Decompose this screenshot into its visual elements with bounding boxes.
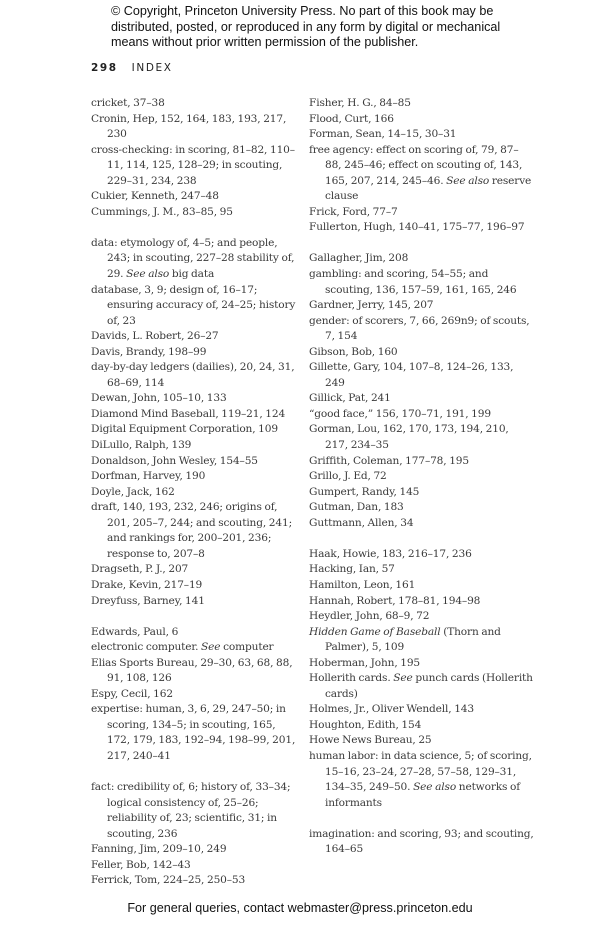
index-entry-italic: See also xyxy=(126,268,170,281)
index-entry-text: Hoberman, John, 195 xyxy=(309,656,421,669)
index-entry xyxy=(91,625,301,641)
index-entry-text: draft, 140, 193, 232, 246; origins of, 201, 205–7, 244; and scouting, 241; and rankings for, 200–201, 236; response to, 207–8 xyxy=(91,501,292,560)
index-entry xyxy=(91,640,301,656)
letter-group-gap xyxy=(309,811,534,827)
index-entry-text: Gumpert, Randy, 145 xyxy=(309,485,420,498)
index-entry xyxy=(91,469,301,485)
index-entry xyxy=(309,391,534,407)
index-entry xyxy=(91,687,301,703)
letter-group-gap xyxy=(91,765,301,781)
index-entry xyxy=(91,283,301,330)
index-entry-text: Gardner, Jerry, 145, 207 xyxy=(309,299,434,312)
index-entry-text: Edwards, Paul, 6 xyxy=(91,625,179,638)
index-entry xyxy=(309,702,534,718)
index-entry xyxy=(309,500,534,516)
index-entry xyxy=(91,422,301,438)
index-entry xyxy=(309,422,534,453)
index-entry-text: electronic computer. xyxy=(91,641,202,654)
index-entry xyxy=(309,594,534,610)
index-entry-text: Doyle, Jack, 162 xyxy=(91,485,175,498)
index-entry xyxy=(91,578,301,594)
index-entry-text: Dewan, John, 105–10, 133 xyxy=(91,392,227,405)
index-entry-text: fact: credibility of, 6; history of, 33–34; logical consistency of, 25–26; reliability of, 23; scientific, 31; in scouting, 236 xyxy=(91,781,291,840)
index-entry-text: Gillette, Gary, 104, 107–8, 124–26, 133, 249 xyxy=(309,361,514,389)
index-entry-italic: See also xyxy=(446,174,490,187)
footer-contact: For general queries, contact webmaster@press.princeton.edu xyxy=(127,901,473,915)
letter-group-gap xyxy=(309,236,534,252)
index-entry xyxy=(309,656,534,672)
index-entry xyxy=(91,485,301,501)
index-entry xyxy=(309,143,534,205)
index-entry-text: big data xyxy=(169,268,215,281)
index-entry xyxy=(91,656,301,687)
index-entry xyxy=(91,594,301,610)
index-entry-text: “good face,” 156, 170–71, 191, 199 xyxy=(309,407,491,420)
index-entry xyxy=(309,267,534,298)
index-entry xyxy=(91,562,301,578)
index-entry-text: Heydler, John, 68–9, 72 xyxy=(309,610,430,623)
index-entry-text: gender: of scorers, 7, 66, 269n9; of scouts, 7, 154 xyxy=(309,314,530,343)
index-entry-text: Hamilton, Leon, 161 xyxy=(309,578,416,591)
index-entry-italic: See xyxy=(393,672,413,685)
index-entry xyxy=(91,236,301,283)
index-entry xyxy=(309,469,534,485)
index-entry-text: data: etymology of, 4–5; and people, 243; in scouting, 227–28 stability of, 29. xyxy=(91,236,295,281)
index-entry xyxy=(91,391,301,407)
running-head xyxy=(91,62,173,74)
index-entry-text: Donaldson, John Wesley, 154–55 xyxy=(91,454,258,467)
index-entry-text: Cummings, J. M., 83–85, 95 xyxy=(91,205,233,218)
index-entry xyxy=(309,485,534,501)
index-entry-text: Gibson, Bob, 160 xyxy=(309,345,398,358)
index-entry xyxy=(309,718,534,734)
index-entry-text: Forman, Sean, 14–15, 30–31 xyxy=(309,128,457,141)
index-entry xyxy=(91,329,301,345)
index-entry xyxy=(91,438,301,454)
index-entry xyxy=(309,578,534,594)
index-entry-text: Davis, Brandy, 198–99 xyxy=(91,345,207,358)
index-entry-text: Espy, Cecil, 162 xyxy=(91,687,173,700)
index-entry-text: Gutman, Dan, 183 xyxy=(309,501,404,514)
index-entry-text: Fullerton, Hugh, 140–41, 175–77, 196–97 xyxy=(309,221,525,234)
index-entry-text: Davids, L. Robert, 26–27 xyxy=(91,330,219,343)
index-entry-text: DiLullo, Ralph, 139 xyxy=(91,439,192,452)
index-entry xyxy=(91,873,301,889)
index-entry-text: Digital Equipment Corporation, 109 xyxy=(91,423,278,436)
index-entry xyxy=(91,780,301,842)
index-entry-text: Flood, Curt, 166 xyxy=(309,112,394,125)
letter-group-gap xyxy=(91,220,301,236)
index-entry-text: computer xyxy=(220,641,274,654)
index-entry xyxy=(91,143,301,190)
index-entry-text: Hannah, Robert, 178–81, 194–98 xyxy=(309,594,481,607)
index-entry-text: Diamond Mind Baseball, 119–21, 124 xyxy=(91,407,286,420)
index-entry-text: Houghton, Edith, 154 xyxy=(309,718,422,731)
index-entry-text: Gallagher, Jim, 208 xyxy=(309,252,409,265)
index-entry-text: Cronin, Hep, 152, 164, 183, 193, 217, 230 xyxy=(91,112,287,141)
index-entry xyxy=(309,345,534,361)
index-entry xyxy=(309,609,534,625)
letter-group-gap xyxy=(309,531,534,547)
index-entry-text: cricket, 37–38 xyxy=(91,97,165,109)
index-column-right xyxy=(309,96,534,858)
index-entry-text: Cukier, Kenneth, 247–48 xyxy=(91,190,219,203)
index-entry-text: reserve clause xyxy=(325,174,532,203)
index-entry-text: Hacking, Ian, 57 xyxy=(309,563,395,576)
index-entry-text: day-by-day ledgers (dailies), 20, 24, 31, 68–69, 114 xyxy=(91,361,295,389)
index-entry xyxy=(91,345,301,361)
index-entry-text: free agency: effect on scoring of, 79, 87–88, 245–46; effect on scouting of, 143, 165, 207, 214, 245–46. xyxy=(309,143,523,187)
index-entry xyxy=(309,749,534,811)
index-entry-text: Fanning, Jim, 209–10, 249 xyxy=(91,843,227,856)
index-entry xyxy=(91,360,301,391)
index-entry xyxy=(309,407,534,423)
index-entry-text: Hollerith cards. xyxy=(309,672,394,685)
index-entry xyxy=(91,842,301,858)
index-entry xyxy=(309,827,534,858)
index-entry xyxy=(91,407,301,423)
index-entry-text: Holmes, Jr., Oliver Wendell, 143 xyxy=(309,703,474,716)
index-entry-text: Elias Sports Bureau, 29–30, 63, 68, 88, 91, 108, 126 xyxy=(91,656,293,685)
index-entry-text: cross-checking: in scoring, 81–82, 110–11, 114, 125, 128–29; in scouting, 229–31, 234, 238 xyxy=(91,143,295,187)
index-entry-text: human labor: in data science, 5; of scoring, 15–16, 23–24, 27–28, 57–58, 129–31, 134–35, 249–50. xyxy=(309,749,532,794)
index-entry-text: expertise: human, 3, 6, 29, 247–50; in scoring, 134–5; in scouting, 165, 172, 179, 183, 192–94, 198–99, 201, 217, 240–41 xyxy=(91,703,296,762)
index-column-left xyxy=(91,96,301,889)
index-entry xyxy=(91,112,301,143)
index-entry-italic: See xyxy=(201,641,221,654)
index-entry-text: Grillo, J. Ed, 72 xyxy=(309,470,387,483)
index-entry xyxy=(309,112,534,128)
index-entry-text: imagination: and scoring, 93; and scouting, 164–65 xyxy=(309,827,534,856)
index-entry xyxy=(309,733,534,749)
index-entry xyxy=(309,454,534,470)
section-title: INDEX xyxy=(131,62,173,74)
index-entry-text: Gorman, Lou, 162, 170, 173, 194, 210, 217, 234–35 xyxy=(309,423,509,452)
copyright-notice: © Copyright, Princeton University Press. No part of this book may be distributed, posted, or reproduced in any form by digital or mechanical means without prior written permission of the publisher. xyxy=(111,4,501,49)
index-entry-text: Feller, Bob, 142–43 xyxy=(91,858,191,871)
index-entry xyxy=(309,298,534,314)
index-entry-text: Ferrick, Tom, 224–25, 250–53 xyxy=(91,874,246,887)
index-entry-italic: Hidden Game of Baseball xyxy=(309,625,441,638)
letter-group-gap xyxy=(91,609,301,625)
index-entry-text: Dragseth, P. J., 207 xyxy=(91,563,189,576)
index-entry-italic: See also xyxy=(413,781,457,794)
index-entry xyxy=(91,454,301,470)
index-entry xyxy=(309,220,534,236)
index-entry-text: Gillick, Pat, 241 xyxy=(309,392,391,405)
index-entry xyxy=(309,314,534,345)
index-entry xyxy=(309,671,534,702)
index-entry xyxy=(309,516,534,532)
index-entry xyxy=(309,127,534,143)
index-entry-text: Fisher, H. G., 84–85 xyxy=(309,97,411,109)
index-entry-text: Howe News Bureau, 25 xyxy=(309,734,432,747)
index-entry-text: database, 3, 9; design of, 16–17; ensuring accuracy of, 24–25; history of, 23 xyxy=(91,283,296,327)
index-entry-text: Dreyfuss, Barney, 141 xyxy=(91,594,205,607)
index-entry-text: Haak, Howie, 183, 216–17, 236 xyxy=(309,547,472,560)
index-entry xyxy=(91,702,301,764)
index-entry xyxy=(309,547,534,563)
index-entry xyxy=(91,858,301,874)
index-entry-text: Griffith, Coleman, 177–78, 195 xyxy=(309,454,469,467)
index-entry-text: punch cards (Hollerith cards) xyxy=(325,672,533,700)
index-entry-text: networks of informants xyxy=(325,781,521,809)
index-entry xyxy=(309,205,534,221)
index-entry xyxy=(309,96,534,112)
index-entry-text: Frick, Ford, 77–7 xyxy=(309,205,398,218)
index-entry xyxy=(309,562,534,578)
index-entry xyxy=(91,189,301,205)
index-entry xyxy=(91,500,301,562)
index-entry-text: Dorfman, Harvey, 190 xyxy=(91,470,206,483)
index-entry-text: gambling: and scoring, 54–55; and scouting, 136, 157–59, 161, 165, 246 xyxy=(309,268,517,296)
index-entry xyxy=(91,96,301,112)
index-entry xyxy=(309,251,534,267)
index-entry xyxy=(309,360,534,391)
index-entry xyxy=(91,205,301,221)
index-entry-text: Guttmann, Allen, 34 xyxy=(309,516,414,529)
index-entry-text: (Thorn and Palmer), 5, 109 xyxy=(325,625,501,654)
page-number: 298 xyxy=(91,62,118,74)
index-entry xyxy=(309,625,534,656)
index-entry-text: Drake, Kevin, 217–19 xyxy=(91,578,203,591)
